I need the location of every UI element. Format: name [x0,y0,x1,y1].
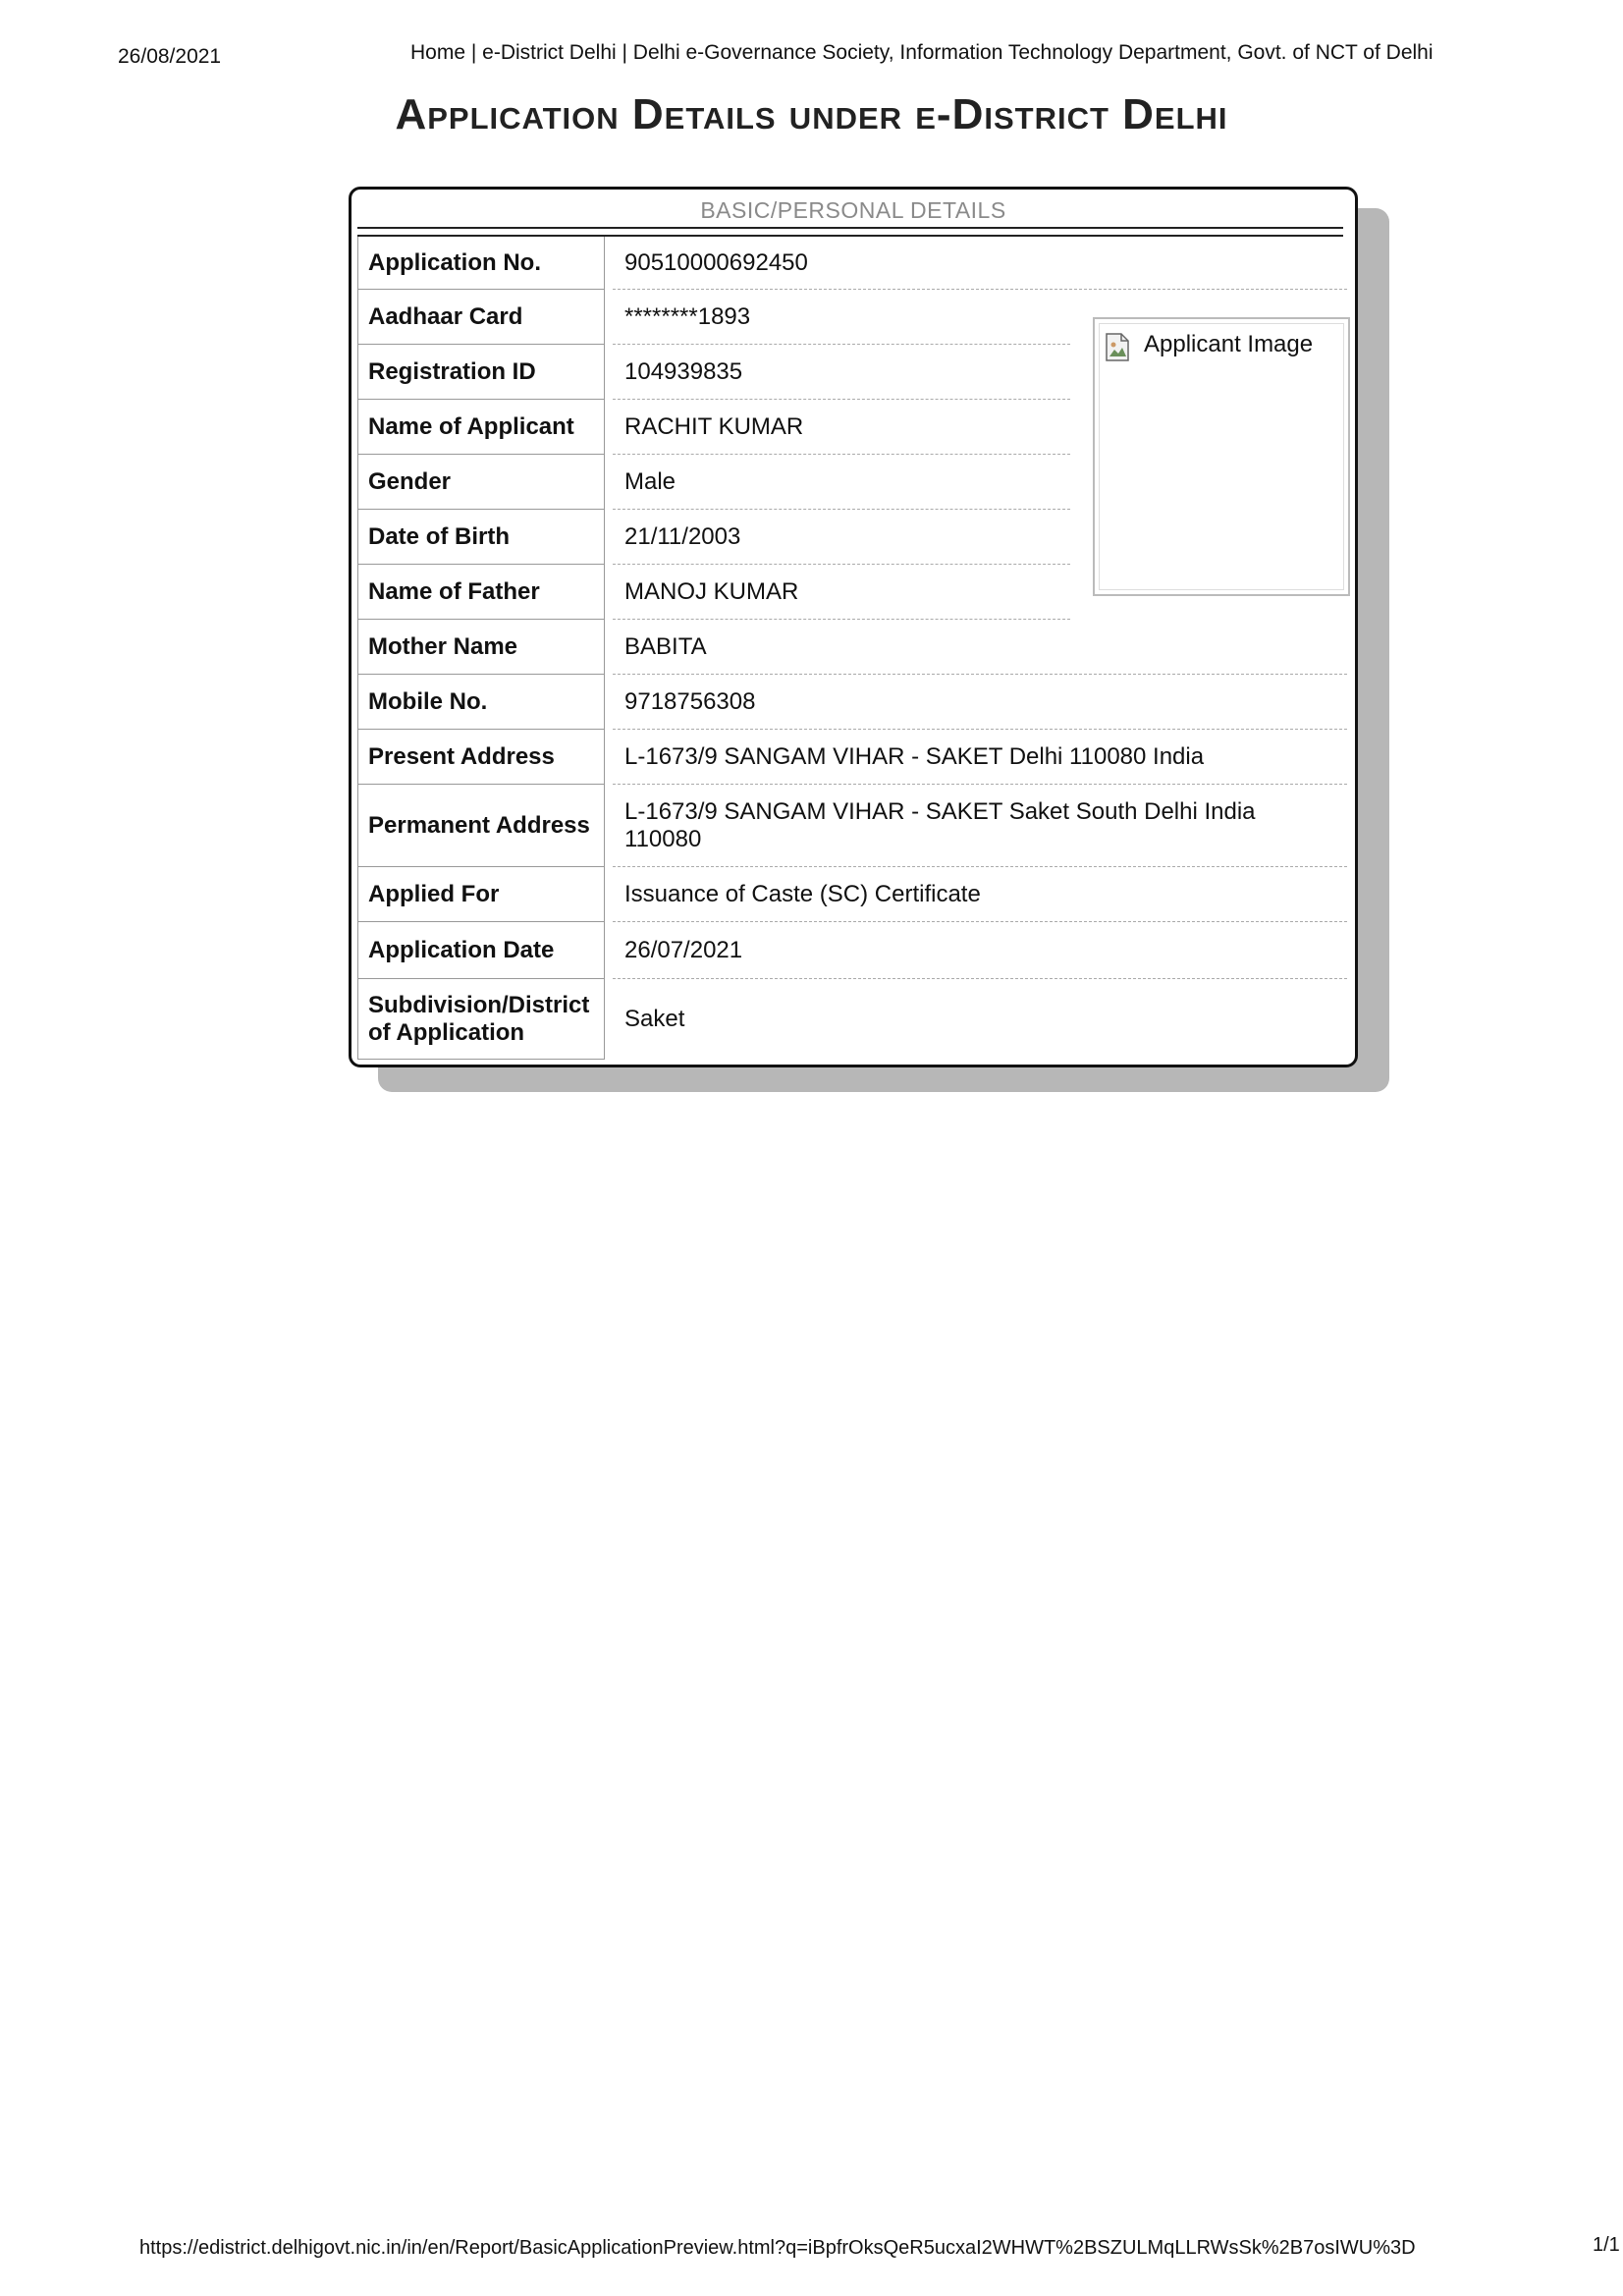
page-title: Application Details under e-District Delhi [395,90,1228,138]
row-label: Mother Name [357,620,605,675]
row-value: Male [613,455,1070,510]
row-label: Application No. [357,237,605,290]
row-value: 9718756308 [613,675,1347,730]
row-label: Permanent Address [357,785,605,867]
applicant-photo-box [1093,317,1350,596]
row-value: 21/11/2003 [613,510,1070,565]
row-label: Application Date [357,922,605,979]
row-value: Saket [624,1006,685,1033]
row-label: Name of Applicant [357,400,605,455]
detail-row-mobile [357,675,1347,730]
row-value: L-1673/9 SANGAM VIHAR - SAKET Saket South Delhi India 110080 [613,785,1347,867]
detail-row-applied-for [357,867,1347,922]
row-label: Gender [357,455,605,510]
detail-row-subdivision [357,979,1347,1060]
detail-row-application-date [357,922,1347,979]
row-label: Present Address [357,730,605,785]
footer-url[interactable]: https://edistrict.delhigovt.nic.in/in/en/Report/BasicApplicationPreview.html?q=iBpfrOksQeR5ucxaI2WHWT%2BSZULMqLLRWsSk%2B7osIWU%3D [139,2237,1416,2259]
section-title: BASIC/PERSONAL DETAILS [700,197,1006,223]
row-label: Mobile No. [357,675,605,730]
details-panel [349,187,1358,1067]
row-label: Registration ID [357,345,605,400]
row-label: Aadhaar Card [357,290,605,345]
row-label: Applied For [357,867,605,922]
broken-image-icon [1105,333,1130,362]
row-value: MANOJ KUMAR [613,565,1070,620]
row-value: 90510000692450 [613,237,1347,290]
row-label: Subdivision/District of Application [357,979,605,1060]
row-value: BABITA [613,620,1347,675]
photo-frame [1099,323,1344,590]
page-number: 1/1 [1593,2234,1620,2256]
detail-row-present-address [357,730,1347,785]
row-label: Date of Birth [357,510,605,565]
print-date: 26/08/2021 [118,45,222,68]
header-links[interactable]: Home | e-District Delhi | Delhi e-Governance Society, Information Technology Department, Govt. of NCT of Delhi [410,41,1434,64]
detail-row-permanent-address [357,785,1347,867]
photo-label: Applicant Image [1144,331,1314,357]
detail-row-application-no [357,237,1347,290]
row-label: Name of Father [357,565,605,620]
row-value: L-1673/9 SANGAM VIHAR - SAKET Delhi 110080 India [613,730,1347,785]
title-rule [357,227,1343,237]
row-value: 104939835 [613,345,1070,400]
row-value: 26/07/2021 [613,922,1347,979]
row-value: Issuance of Caste (SC) Certificate [613,867,1347,922]
detail-row-mother-name [357,620,1347,675]
row-value: ********1893 [613,290,1070,345]
row-value: RACHIT KUMAR [613,400,1070,455]
